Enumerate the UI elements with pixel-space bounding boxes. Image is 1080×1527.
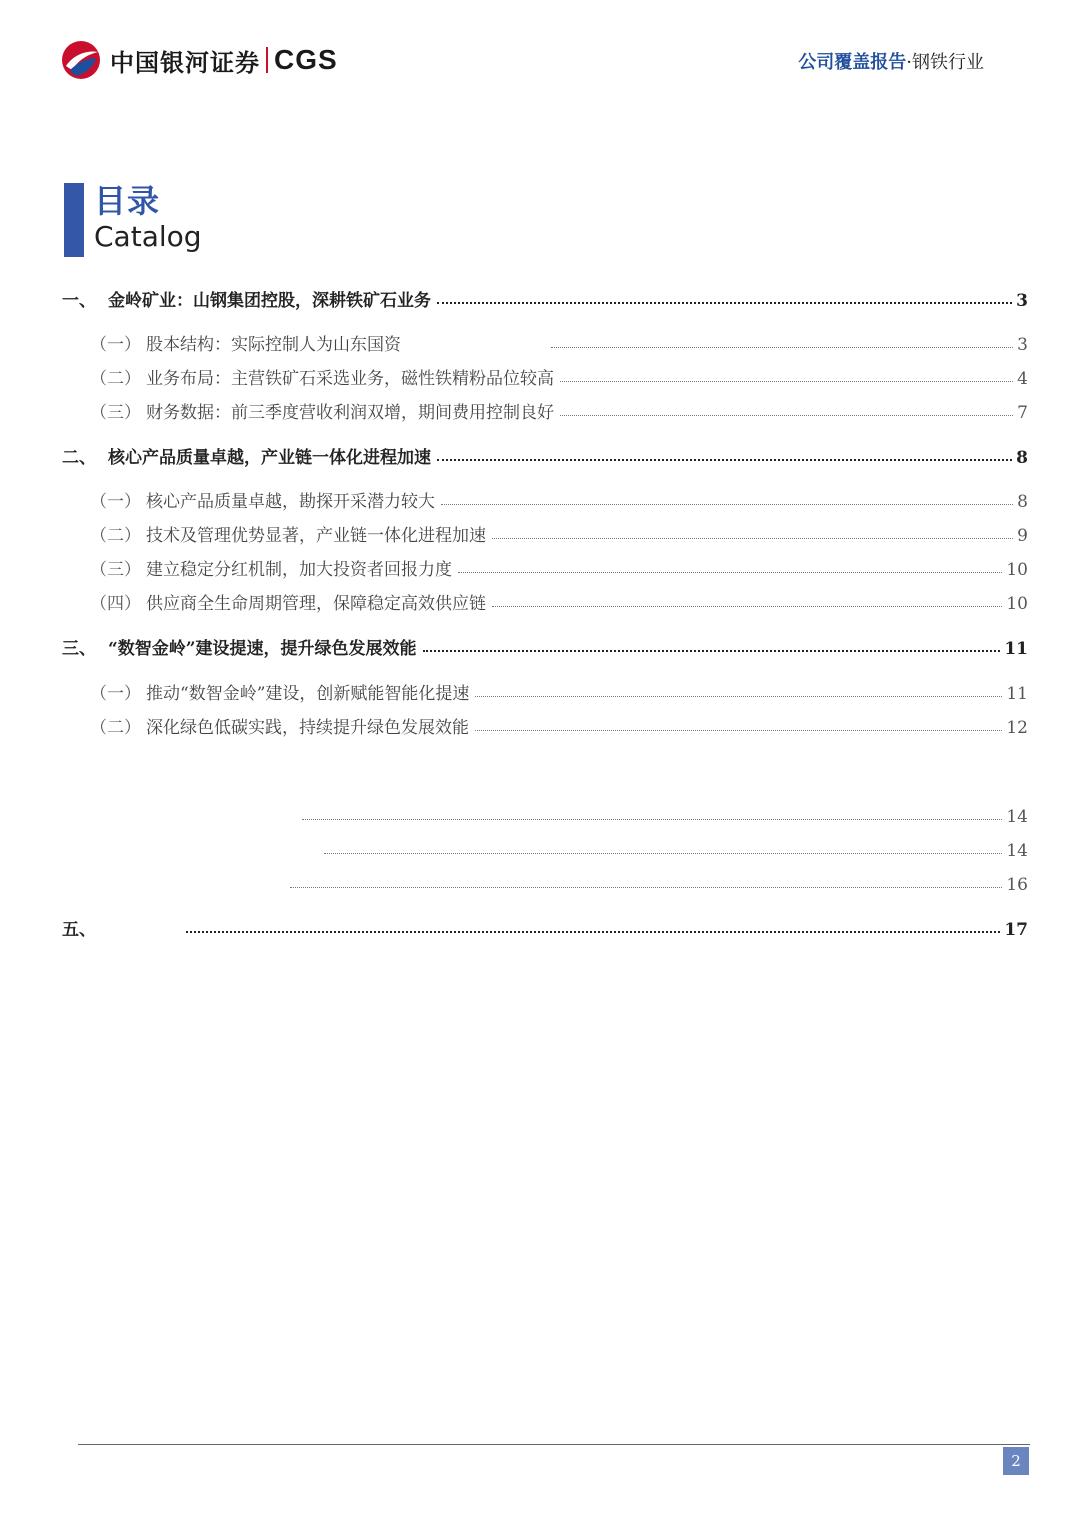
toc-page: 8: [1017, 492, 1028, 512]
logo-english-name: CGS: [274, 44, 338, 75]
toc-entry[interactable]: [62, 283, 1028, 311]
toc-page: 14: [1006, 841, 1028, 861]
toc-entry[interactable]: [62, 867, 1028, 895]
toc-leader: [492, 538, 1013, 539]
catalog-title: 目录: [94, 182, 161, 220]
toc-entry[interactable]: [62, 676, 1028, 704]
toc-title: 财务数据：前三季度营收利润双增，期间费用控制良好: [146, 403, 554, 423]
toc-title: 推动“数智金岭”建设，创新赋能智能化提速: [146, 684, 470, 704]
toc-leader: [441, 504, 1013, 505]
toc-page: 9: [1017, 526, 1028, 546]
report-type: [798, 48, 984, 74]
toc-title: 深化绿色低碳实践，持续提升绿色发展效能: [146, 718, 469, 738]
logo-chinese-name: 中国银河证券: [110, 48, 260, 77]
toc-leader: [423, 650, 1001, 652]
catalog-subtitle: Catalog: [94, 220, 202, 253]
toc-leader: [551, 347, 1013, 348]
toc-leader: [560, 381, 1013, 382]
report-type-accent: 公司覆盖报告: [798, 52, 907, 73]
toc-number: （二）: [90, 369, 141, 389]
toc-leader: [475, 696, 1002, 697]
toc-number: 五、: [62, 920, 96, 940]
toc-title: “数智金岭”建设提速，提升绿色发展效能: [108, 639, 417, 659]
toc-entry[interactable]: [62, 631, 1028, 659]
toc-entry[interactable]: [62, 327, 1028, 355]
toc-number: 一、: [62, 291, 96, 311]
toc-entry[interactable]: [62, 833, 1028, 861]
toc-leader: [437, 302, 1012, 304]
toc-page: 12: [1006, 718, 1028, 738]
toc-title: 核心产品质量卓越，产业链一体化进程加速: [108, 448, 431, 468]
toc-page: 16: [1006, 875, 1028, 895]
toc-number: （三）: [90, 560, 141, 580]
toc-leader: [302, 819, 1002, 820]
page-number: 2: [1003, 1447, 1029, 1475]
toc-entry[interactable]: [62, 552, 1028, 580]
toc-number: （一）: [90, 335, 141, 355]
toc-leader: [492, 606, 1002, 607]
toc-title: 金岭矿业：山钢集团控股，深耕铁矿石业务: [108, 291, 431, 311]
footer-divider: [78, 1444, 1030, 1445]
toc-title: 技术及管理优势显著，产业链一体化进程加速: [146, 526, 486, 546]
toc-number: （三）: [90, 403, 141, 423]
toc-entry[interactable]: [62, 361, 1028, 389]
toc-page: 3: [1017, 335, 1028, 355]
toc-entry[interactable]: [62, 440, 1028, 468]
toc-leader: [560, 415, 1013, 416]
toc-page: 17: [1004, 920, 1028, 940]
toc-leader: [437, 459, 1012, 461]
toc-leader: [290, 887, 1002, 888]
toc-leader: [324, 853, 1002, 854]
toc-leader: [475, 730, 1002, 731]
toc-entry[interactable]: [62, 586, 1028, 614]
galaxy-logo-icon: [60, 40, 102, 80]
toc-number: （一）: [90, 492, 141, 512]
toc-page: 14: [1006, 807, 1028, 827]
toc-page: 7: [1017, 403, 1028, 423]
company-logo: [60, 40, 338, 80]
toc-number: （四）: [90, 594, 141, 614]
logo-separator: [266, 47, 268, 73]
toc-number: （二）: [90, 526, 141, 546]
toc-page: 10: [1006, 594, 1028, 614]
toc-entry[interactable]: [62, 484, 1028, 512]
toc-title: 业务布局：主营铁矿石采选业务，磁性铁精粉品位较高: [146, 369, 554, 389]
toc-number: 三、: [62, 639, 96, 659]
toc-leader: [458, 572, 1002, 573]
toc-page: 11: [1004, 639, 1028, 659]
toc-page: 10: [1006, 560, 1028, 580]
toc-title: 核心产品质量卓越，勘探开采潜力较大: [146, 492, 435, 512]
toc-entry[interactable]: [62, 799, 1028, 827]
toc-number: （一）: [90, 684, 141, 704]
toc-title: 建立稳定分红机制，加大投资者回报力度: [146, 560, 452, 580]
toc-entry[interactable]: [62, 518, 1028, 546]
toc-entry[interactable]: [62, 710, 1028, 738]
toc-page: 8: [1016, 448, 1028, 468]
report-type-industry: ·钢铁行业: [906, 52, 984, 73]
catalog-accent-bar: [64, 183, 84, 257]
toc-page: 11: [1006, 684, 1028, 704]
toc-page: 3: [1016, 291, 1028, 311]
toc-page: 4: [1017, 369, 1028, 389]
toc-number: （二）: [90, 718, 141, 738]
toc-title: 股本结构：实际控制人为山东国资: [146, 335, 401, 355]
toc-title: 供应商全生命周期管理，保障稳定高效供应链: [146, 594, 486, 614]
toc-entry[interactable]: [62, 395, 1028, 423]
toc-leader: [186, 931, 1000, 933]
toc-entry[interactable]: [62, 912, 1028, 940]
toc-number: 二、: [62, 448, 96, 468]
